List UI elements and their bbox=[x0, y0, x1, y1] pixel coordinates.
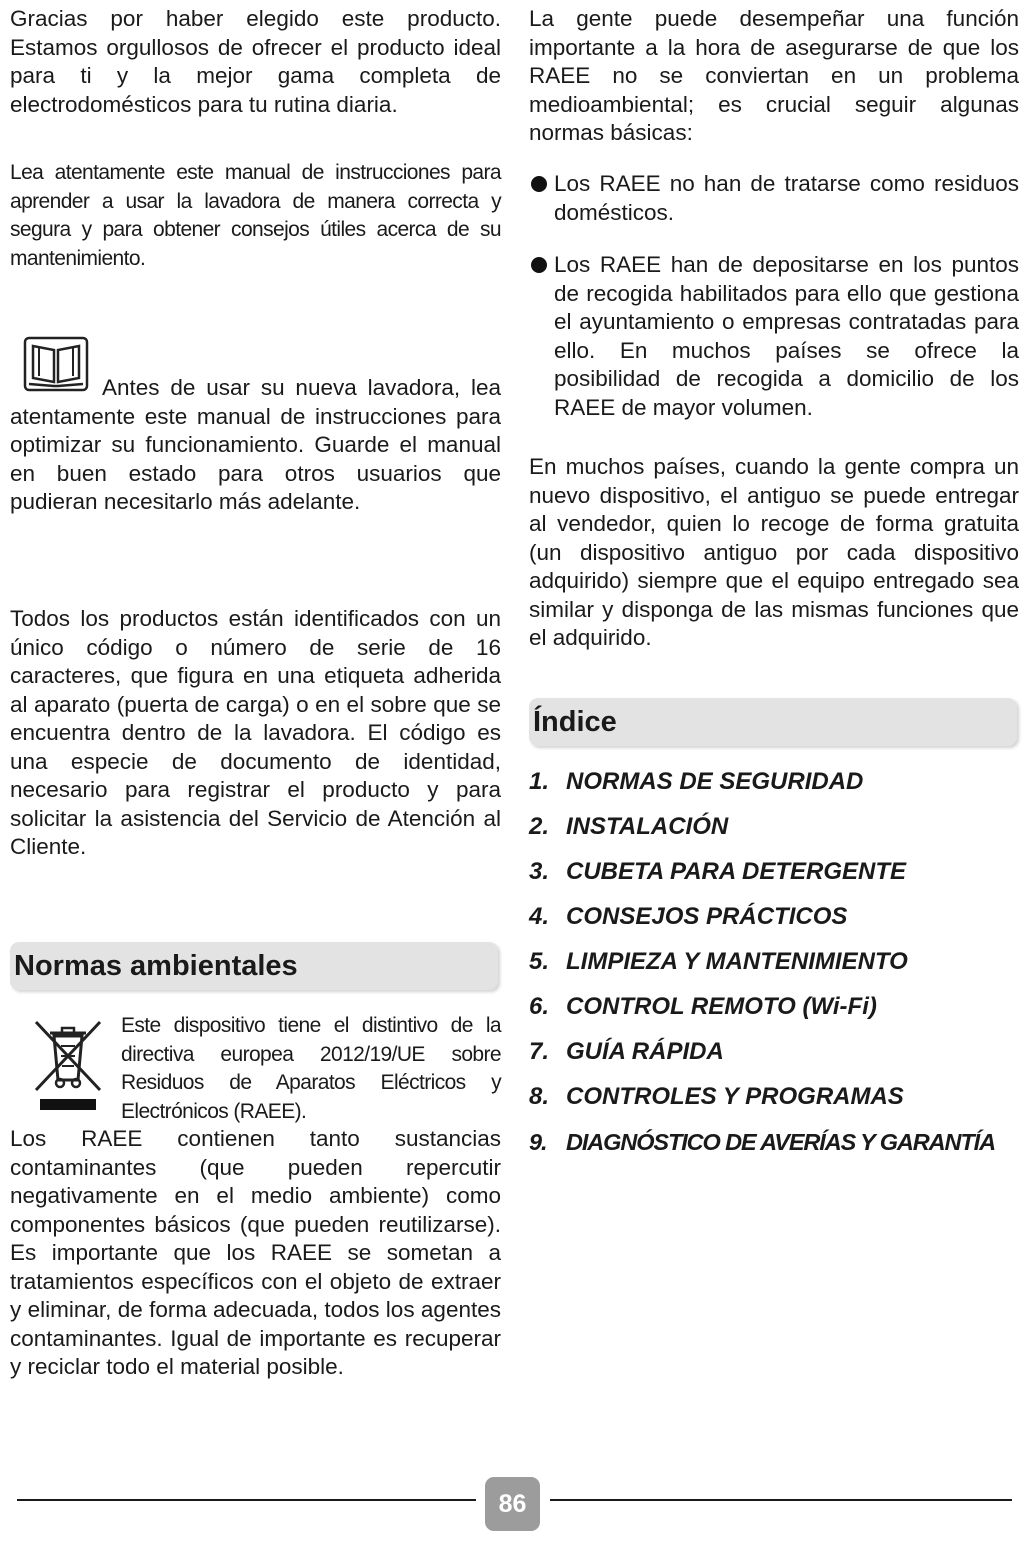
citizen-role-paragraph: La gente puede desempeñar una función importante a la hora de asegurarse de que los RAEE no se conviertan en un problema medioambiental; es crucial seguir algunas normas básicas: bbox=[529, 6, 1019, 145]
return-device-paragraph: En muchos países, cuando la gente compra un nuevo dispositivo, el antiguo se puede entregar al vendedor, quien lo recoge de forma gratuita (un dispositivo antiguo por cada dispositivo adquirido) siempre que el equipo entregado sea similar y disponga de las mismas funciones que el adquirido. bbox=[529, 454, 1019, 650]
index-item: 7. GUÍA RÁPIDA bbox=[529, 1038, 724, 1065]
weee-bin-icon bbox=[32, 1016, 104, 1116]
index-item: 8. CONTROLES Y PROGRAMAS bbox=[529, 1083, 904, 1110]
footer-rule-right bbox=[550, 1499, 1012, 1501]
footer-rule-left bbox=[17, 1499, 476, 1501]
index-list bbox=[529, 762, 1019, 1167]
environment-heading: Normas ambientales bbox=[14, 950, 298, 982]
intro-paragraph: Gracias por haber elegido este producto. Estamos orgullosos de ofrecer el producto ideal para ti y la mejor gama completa de electrodomésticos para tu rutina diaria. bbox=[10, 6, 501, 117]
serial-number-paragraph: Todos los productos están identificados con un único código o número de serie de 16 caracteres, que figura en una etiqueta adherida al aparato (puerta de carga) o en el sobre que se encuentra dentro de la lavadora. El código es una especie de documento de identidad, necesario para registrar el producto y para solicitar la asistencia del Servicio de Atención al Cliente. bbox=[10, 606, 501, 859]
bullet-item bbox=[529, 251, 1019, 422]
bullet-dot bbox=[531, 176, 547, 192]
index-item: 9. DIAGNÓSTICO DE AVERÍAS Y GARANTÍA bbox=[529, 1129, 995, 1155]
bullet-text: Los RAEE no han de tratarse como residuos domésticos. bbox=[554, 171, 1019, 225]
index-heading: Índice bbox=[533, 706, 617, 738]
bullet-item bbox=[529, 170, 1019, 227]
environment-heading-box bbox=[10, 942, 498, 990]
weee-block bbox=[10, 1012, 501, 1127]
weee-body-paragraph: Los RAEE contienen tanto sustancias contaminantes (que pueden repercutir negativamente en el medio ambiente) como componentes básicos (que pueden reutilizarse). Es importante que los RAEE se sometan a tratamientos específicos con el objeto de extraer y eliminar, de forma adecuada, todos los agentes contaminantes. Igual de importante es recuperar y reciclar todo el material posible. bbox=[10, 1126, 501, 1379]
index-heading-box bbox=[529, 698, 1017, 746]
index-item: 5. LIMPIEZA Y MANTENIMIENTO bbox=[529, 948, 908, 975]
index-item: 3. CUBETA PARA DETERGENTE bbox=[529, 858, 907, 885]
index-item: 2. INSTALACIÓN bbox=[529, 813, 729, 840]
index-item: 4. CONSEJOS PRÁCTICOS bbox=[529, 903, 848, 930]
index-item: 6. CONTROL REMOTO (Wi-Fi) bbox=[529, 993, 877, 1020]
read-manual-paragraph: Lea atentamente este manual de instrucciones para aprender a usar la lavadora de manera correcta y segura y para obtener consejos útiles acerca de su mantenimiento. bbox=[10, 161, 501, 270]
index-item: 1. NORMAS DE SEGURIDAD bbox=[529, 768, 864, 795]
bullet-text: Los RAEE han de depositarse en los puntos de recogida habilitados para ello que gestiona el ayuntamiento o empresas contratadas para ello. En muchos países se ofrece la posibilidad de recogida a domicilio de los RAEE de mayor volumen. bbox=[554, 252, 1019, 420]
bullet-dot bbox=[531, 257, 547, 273]
page-number: 86 bbox=[485, 1477, 540, 1531]
before-use-block bbox=[10, 334, 501, 544]
before-use-paragraph: Antes de usar su nueva lavadora, lea atentamente este manual de instrucciones para optimizar su funcionamiento. Guarde el manual en buen estado para otros usuarios que pudieran necesitarlo más adelante. bbox=[10, 375, 501, 514]
weee-directive-paragraph: Este dispositivo tiene el distintivo de la directiva europea 2012/19/UE sobre Residuos de Aparatos Eléctricos y Electrónicos (RAEE). bbox=[121, 1014, 501, 1123]
